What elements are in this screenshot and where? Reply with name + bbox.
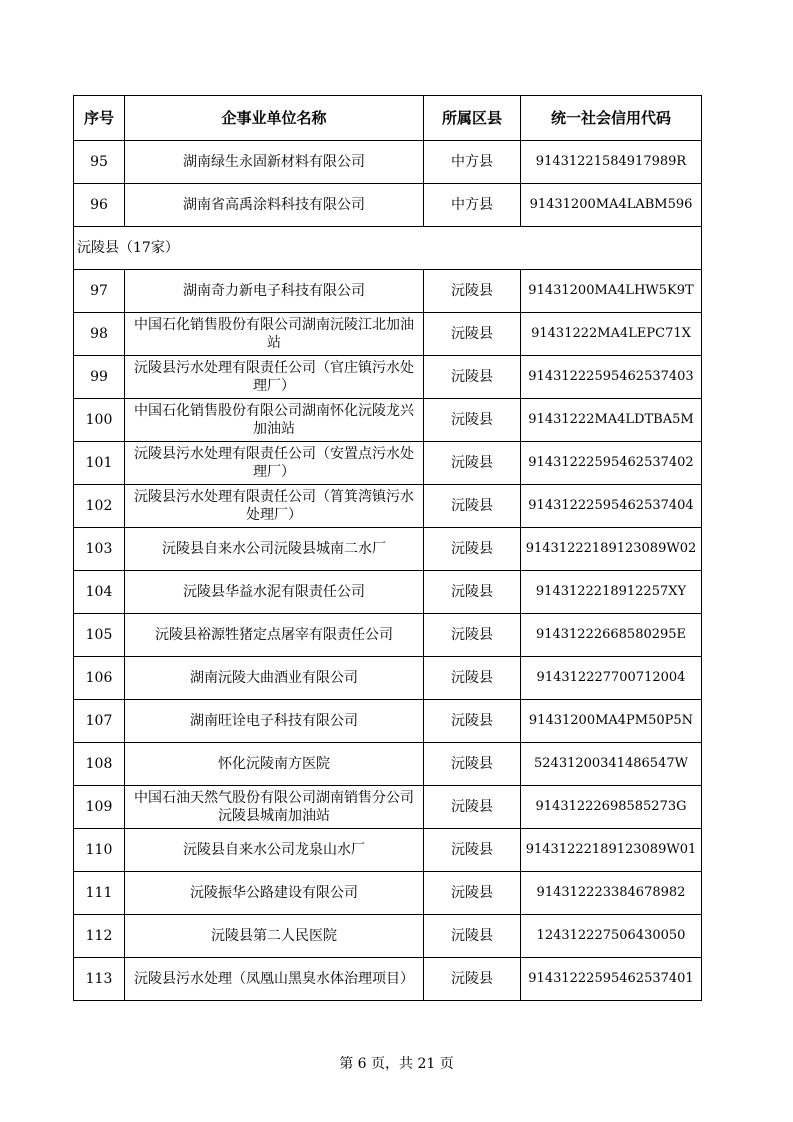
cell-code: 91431222MA4LDTBA5M bbox=[521, 399, 702, 442]
cell-code: 91431222698585273G bbox=[521, 786, 702, 829]
table-row bbox=[74, 872, 702, 915]
cell-code: 91431222595462537403 bbox=[521, 356, 702, 399]
table-row bbox=[74, 356, 702, 399]
cell-code: 9143122218912257XY bbox=[521, 571, 702, 614]
cell-district: 沅陵县 bbox=[424, 915, 521, 958]
cell-district: 沅陵县 bbox=[424, 657, 521, 700]
cell-district: 沅陵县 bbox=[424, 442, 521, 485]
cell-name: 沅陵县污水处理有限责任公司（官庄镇污水处理厂） bbox=[125, 356, 424, 399]
enterprise-table bbox=[73, 95, 702, 1001]
cell-name: 湖南省高禹涂料科技有限公司 bbox=[125, 184, 424, 227]
cell-index: 105 bbox=[74, 614, 125, 657]
cell-name: 沅陵县自来水公司龙泉山水厂 bbox=[125, 829, 424, 872]
cell-name: 沅陵县污水处理（凤凰山黑臭水体治理项目） bbox=[125, 958, 424, 1001]
cell-code: 91431200MA4LHW5K9T bbox=[521, 270, 702, 313]
cell-name: 怀化沅陵南方医院 bbox=[125, 743, 424, 786]
page-footer: 第 6 页，共 21 页 bbox=[339, 1056, 454, 1072]
cell-index: 106 bbox=[74, 657, 125, 700]
cell-district: 沅陵县 bbox=[424, 786, 521, 829]
cell-district: 沅陵县 bbox=[424, 356, 521, 399]
cell-code: 91431200MA4PM50P5N bbox=[521, 700, 702, 743]
cell-index: 111 bbox=[74, 872, 125, 915]
cell-district: 沅陵县 bbox=[424, 270, 521, 313]
cell-code: 91431222595462537402 bbox=[521, 442, 702, 485]
cell-index: 98 bbox=[74, 313, 125, 356]
table-row bbox=[74, 700, 702, 743]
cell-code: 91431222668580295E bbox=[521, 614, 702, 657]
table-row bbox=[74, 399, 702, 442]
table-row bbox=[74, 743, 702, 786]
cell-district: 沅陵县 bbox=[424, 313, 521, 356]
cell-name: 沅陵县裕源牲猪定点屠宰有限责任公司 bbox=[125, 614, 424, 657]
cell-district: 沅陵县 bbox=[424, 743, 521, 786]
cell-code: 91431221584917989R bbox=[521, 141, 702, 184]
cell-name: 湖南绿生永固新材料有限公司 bbox=[125, 141, 424, 184]
cell-index: 102 bbox=[74, 485, 125, 528]
cell-index: 108 bbox=[74, 743, 125, 786]
cell-name: 沅陵县污水处理有限责任公司（安置点污水处理厂） bbox=[125, 442, 424, 485]
cell-index: 113 bbox=[74, 958, 125, 1001]
cell-code: 914312223384678982 bbox=[521, 872, 702, 915]
table-header-row bbox=[74, 96, 702, 141]
cell-index: 96 bbox=[74, 184, 125, 227]
table-row bbox=[74, 657, 702, 700]
cell-name: 沅陵县第二人民医院 bbox=[125, 915, 424, 958]
table-row bbox=[74, 184, 702, 227]
cell-code: 91431200MA4LABM596 bbox=[521, 184, 702, 227]
cell-district: 沅陵县 bbox=[424, 829, 521, 872]
cell-index: 103 bbox=[74, 528, 125, 571]
cell-code: 52431200341486547W bbox=[521, 743, 702, 786]
section-row bbox=[74, 227, 702, 270]
header-name: 企事业单位名称 bbox=[125, 96, 424, 141]
cell-district: 中方县 bbox=[424, 184, 521, 227]
cell-code: 91431222MA4LEPC71X bbox=[521, 313, 702, 356]
table-row bbox=[74, 270, 702, 313]
table-row bbox=[74, 614, 702, 657]
table-row bbox=[74, 485, 702, 528]
cell-district: 沅陵县 bbox=[424, 528, 521, 571]
cell-name: 中国石油天然气股份有限公司湖南销售分公司沅陵县城南加油站 bbox=[125, 786, 424, 829]
cell-code: 91431222595462537404 bbox=[521, 485, 702, 528]
table-row bbox=[74, 915, 702, 958]
cell-district: 中方县 bbox=[424, 141, 521, 184]
cell-name: 沅陵县自来水公司沅陵县城南二水厂 bbox=[125, 528, 424, 571]
table-row bbox=[74, 313, 702, 356]
cell-name: 中国石化销售股份有限公司湖南怀化沅陵龙兴加油站 bbox=[125, 399, 424, 442]
cell-district: 沅陵县 bbox=[424, 872, 521, 915]
header-district: 所属区县 bbox=[424, 96, 521, 141]
cell-name: 湖南旺诠电子科技有限公司 bbox=[125, 700, 424, 743]
table-row bbox=[74, 829, 702, 872]
cell-index: 109 bbox=[74, 786, 125, 829]
cell-district: 沅陵县 bbox=[424, 700, 521, 743]
table-row bbox=[74, 442, 702, 485]
table-body-top bbox=[74, 141, 702, 227]
cell-district: 沅陵县 bbox=[424, 614, 521, 657]
table-row bbox=[74, 786, 702, 829]
cell-district: 沅陵县 bbox=[424, 485, 521, 528]
cell-code: 914312227700712004 bbox=[521, 657, 702, 700]
section-label: 沅陵县（17家） bbox=[74, 227, 702, 270]
cell-name: 湖南沅陵大曲酒业有限公司 bbox=[125, 657, 424, 700]
cell-index: 97 bbox=[74, 270, 125, 313]
cell-index: 110 bbox=[74, 829, 125, 872]
cell-code: 124312227506430050 bbox=[521, 915, 702, 958]
cell-name: 沅陵振华公路建设有限公司 bbox=[125, 872, 424, 915]
cell-district: 沅陵县 bbox=[424, 399, 521, 442]
cell-index: 104 bbox=[74, 571, 125, 614]
table-body-main bbox=[74, 270, 702, 1001]
cell-name: 湖南奇力新电子科技有限公司 bbox=[125, 270, 424, 313]
cell-code: 91431222189123089W01 bbox=[521, 829, 702, 872]
table-section bbox=[74, 227, 702, 270]
cell-index: 95 bbox=[74, 141, 125, 184]
cell-district: 沅陵县 bbox=[424, 571, 521, 614]
table-row bbox=[74, 141, 702, 184]
table-row bbox=[74, 958, 702, 1001]
table-row bbox=[74, 571, 702, 614]
cell-index: 112 bbox=[74, 915, 125, 958]
cell-index: 99 bbox=[74, 356, 125, 399]
cell-name: 中国石化销售股份有限公司湖南沅陵江北加油站 bbox=[125, 313, 424, 356]
cell-index: 101 bbox=[74, 442, 125, 485]
cell-code: 91431222189123089W02 bbox=[521, 528, 702, 571]
cell-district: 沅陵县 bbox=[424, 958, 521, 1001]
cell-index: 100 bbox=[74, 399, 125, 442]
table-row bbox=[74, 528, 702, 571]
cell-name: 沅陵县污水处理有限责任公司（筲箕湾镇污水处理厂） bbox=[125, 485, 424, 528]
header-code: 统一社会信用代码 bbox=[521, 96, 702, 141]
header-index: 序号 bbox=[74, 96, 125, 141]
cell-name: 沅陵县华益水泥有限责任公司 bbox=[125, 571, 424, 614]
cell-code: 91431222595462537401 bbox=[521, 958, 702, 1001]
cell-index: 107 bbox=[74, 700, 125, 743]
